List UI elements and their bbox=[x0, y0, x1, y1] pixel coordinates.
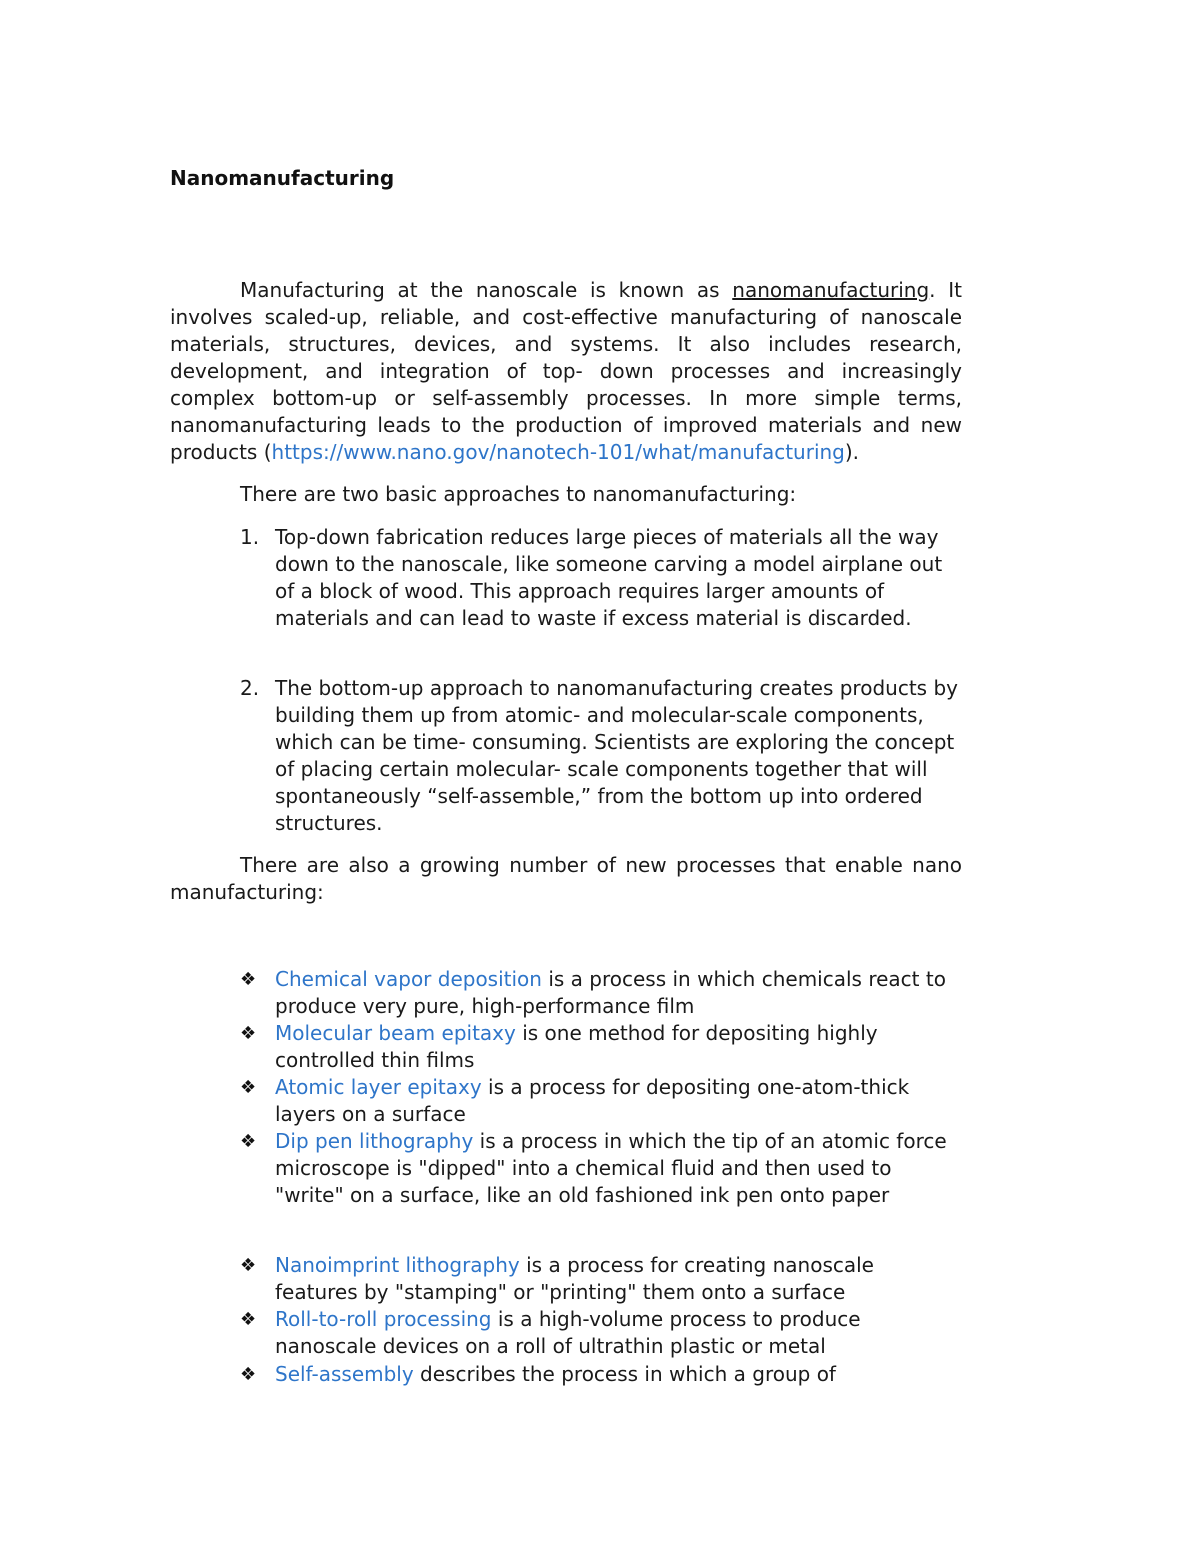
process-item bbox=[240, 1128, 960, 1209]
list-number: 1. bbox=[240, 525, 260, 549]
process-link[interactable]: Atomic layer epitaxy bbox=[275, 1075, 482, 1099]
process-description: is one method for depositing highly controlled thin films bbox=[275, 1021, 878, 1072]
process-link[interactable]: Roll-to-roll processing bbox=[275, 1307, 492, 1331]
approach-item-2 bbox=[240, 675, 960, 837]
process-item bbox=[240, 1306, 960, 1360]
approaches-intro: There are two basic approaches to nanomanufacturing: bbox=[240, 482, 797, 506]
process-link[interactable]: Chemical vapor deposition bbox=[275, 967, 542, 991]
process-item bbox=[240, 966, 960, 1020]
page-title: Nanomanufacturing bbox=[170, 166, 395, 190]
list-number: 2. bbox=[240, 676, 260, 700]
process-item bbox=[240, 1074, 960, 1128]
process-item bbox=[240, 1252, 960, 1306]
intro-text-2: . It involves scaled-up, reliable, and cost-effective manufacturing of nanoscale materials, structures, devices, and systems. It also includes research, development, and integration of top- down processes and increasingly complex bottom-up or self-assembly processes. In more simple terms, nanomanufacturing leads to the production of improved materials and new products ( bbox=[170, 278, 962, 464]
approach-text: Top-down fabrication reduces large pieces of materials all the way down to the nanoscale, like someone carving a model airplane out of a block of wood. This approach requires larger amounts of materials and can lead to waste if excess material is discarded. bbox=[275, 525, 943, 630]
process-description: is a process for creating nanoscale features by "stamping" or "printing" them onto a surface bbox=[275, 1253, 874, 1304]
process-item bbox=[240, 1020, 960, 1074]
diamond-bullet-icon: ❖ bbox=[240, 1023, 257, 1044]
approach-text: The bottom-up approach to nanomanufacturing creates products by building them up from atomic- and molecular-scale components, which can be time- consuming. Scientists are exploring the concept of placing certain molecular- scale components together that will spontaneously “self-assemble,” from the bottom up into ordered structures. bbox=[275, 676, 958, 835]
term-nanomanufacturing: nanomanufacturing bbox=[732, 278, 930, 302]
process-link[interactable]: Nanoimprint lithography bbox=[275, 1253, 520, 1277]
process-link[interactable]: Dip pen lithography bbox=[275, 1129, 474, 1153]
process-description: is a process in which the tip of an atomic force microscope is "dipped" into a chemical fluid and then used to "write" on a surface, like an old fashioned ink pen onto paper bbox=[275, 1129, 947, 1207]
diamond-bullet-icon: ❖ bbox=[240, 1364, 257, 1385]
diamond-bullet-icon: ❖ bbox=[240, 1309, 257, 1330]
process-description: is a process in which chemicals react to produce very pure, high-performance film bbox=[275, 967, 946, 1018]
processes-intro: There are also a growing number of new processes that enable nano manufacturing: bbox=[170, 853, 962, 904]
process-link[interactable]: Molecular beam epitaxy bbox=[275, 1021, 516, 1045]
process-link[interactable]: Self-assembly bbox=[275, 1362, 414, 1386]
intro-paragraph bbox=[170, 277, 962, 466]
diamond-bullet-icon: ❖ bbox=[240, 1077, 257, 1098]
intro-text-1: Manufacturing at the nanoscale is known as bbox=[240, 278, 733, 302]
process-description: describes the process in which a group of bbox=[413, 1362, 836, 1386]
intro-text-3: ). bbox=[844, 440, 860, 464]
diamond-bullet-icon: ❖ bbox=[240, 969, 257, 990]
process-description: is a high-volume process to produce nanoscale devices on a roll of ultrathin plastic or metal bbox=[275, 1307, 861, 1358]
diamond-bullet-icon: ❖ bbox=[240, 1131, 257, 1152]
process-item bbox=[240, 1361, 960, 1388]
diamond-bullet-icon: ❖ bbox=[240, 1255, 257, 1276]
approach-item-1 bbox=[240, 524, 960, 632]
source-link[interactable]: https://www.nano.gov/nanotech-101/what/manufacturing bbox=[271, 440, 845, 464]
process-description: is a process for depositing one-atom-thick layers on a surface bbox=[275, 1075, 910, 1126]
